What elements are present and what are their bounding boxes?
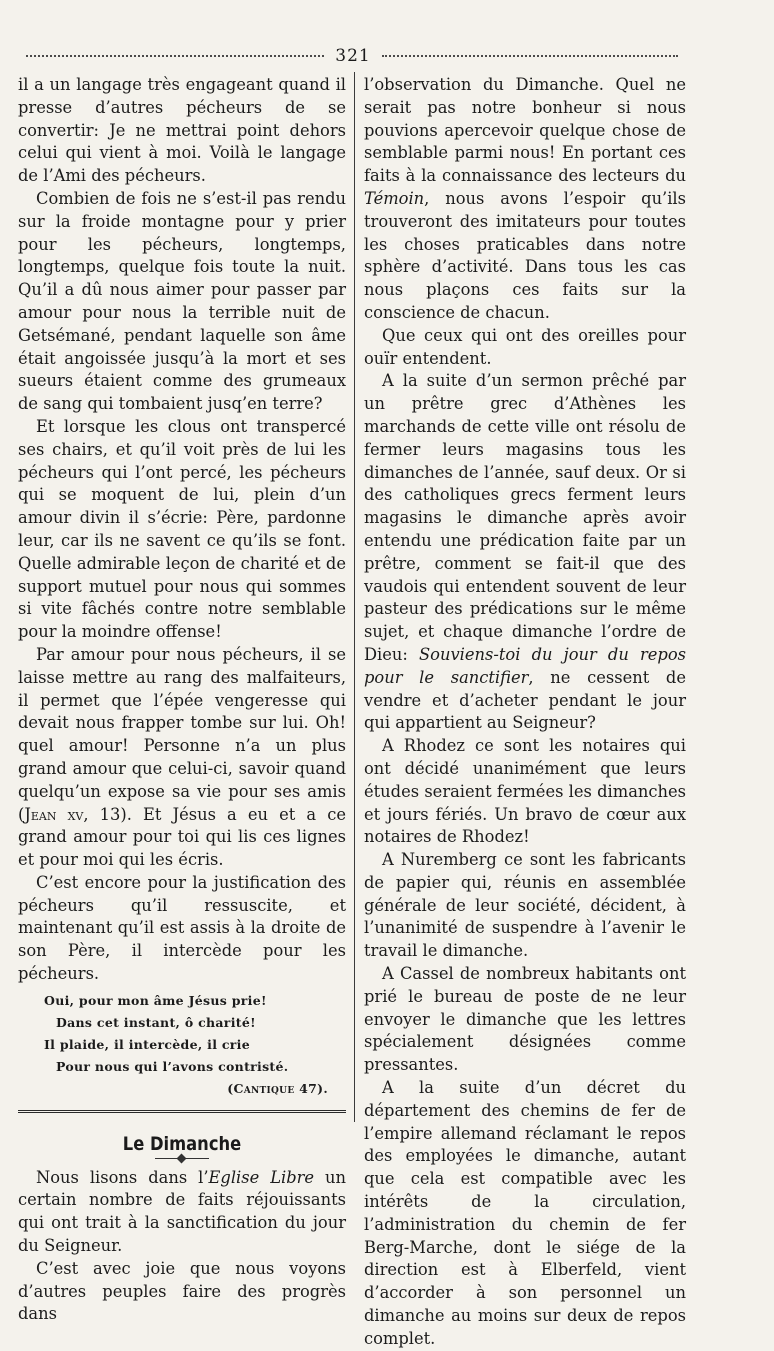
right-column: [364, 74, 686, 1351]
paragraph: [364, 370, 686, 735]
verse-line: Il plaide, il intercède, il crie: [44, 1036, 250, 1052]
page-number: 321: [335, 46, 371, 66]
paragraph: Combien de fois ne s’est-il pas rendu sur la froide montagne pour y prier pour les pécheurs, longtemps, longtemps, quelque fois toute la nuit. Qu’il a dû nous aimer pour passer par amour pour nous la terrible nuit de Getsémané, pendant laquelle son âme était angoissée jusqu’à la mort et ses sueurs étaient comme des grumeaux de sang qui tombaient jusq’en terre?: [18, 188, 346, 414]
paragraph: [18, 644, 346, 872]
paragraph: A la suite d’un décret du département des chemins de fer de l’empire allemand réclamant le repos des employées le dimanche, autant que cela est compatible avec les intérêts de la circulation, l’administration du chemin de fer Berg-Marche, dont le siége de la direction est à Elberfeld, vient d’accorder à son personnel un dimanche au moins sur deux de repos complet.: [364, 1078, 686, 1348]
text-span: Nous lisons dans l’: [36, 1167, 209, 1187]
text-span: , ne cessent de vendre et d’acheter pendant le jour qui appartient au Seigneur?: [364, 667, 686, 733]
paragraph: Et lorsque les clous ont transpercé ses chairs, et qu’il voit près de lui les pécheurs qui l’ont percé, les pécheurs qui se moquent de lui, plein d’un amour divin il s’écrie: Père, pardonne leur, car ils ne savent ce qu’ils se font. Quelle admirable leçon de charité et de support mutuel pour nous qui sommes si vite fâchés contre notre semblable pour la moindre offense!: [18, 416, 346, 642]
section-title: Le Dimanche: [122, 1132, 242, 1155]
paragraph: Que ceux qui ont des oreilles pour ouïr entendent.: [364, 325, 686, 368]
publication-title: Témoin: [364, 188, 425, 208]
left-column: [18, 74, 346, 1326]
text-span: ). Et Jésus a eu et a ce grand amour pour toi qui lis ces lignes et pour moi qui les écris.: [18, 804, 346, 870]
verse-line: Pour nous qui l’avons contristé.: [56, 1058, 289, 1074]
paragraph: [364, 74, 686, 325]
hymn-source: (Cantique 47).: [227, 1080, 328, 1096]
publication-title: Eglise Libre: [208, 1167, 315, 1187]
paragraph: [18, 1167, 346, 1258]
ornament-rule: [155, 1158, 209, 1159]
header-rule-right: [382, 55, 678, 57]
hymn-verse: [44, 990, 346, 1100]
paragraph: C’est encore pour la justification des pécheurs qu’il ressuscite, et maintenant qu’il est assis à la droite de son Père, il intercède pour les pécheurs.: [18, 872, 346, 984]
text-span: A la suite d’un sermon prêché par un prêtre grec d’Athènes les marchands de cette ville ont résolu de fermer leurs magasins tous les dimanches de l’année, sauf deux. Or si des catholiques grecs ferment leurs magasins le dimanche après avoir entendu une prédication faite par un prêtre, comment se fait-il que des vaudois qui entendent souvent de leur pasteur des prédications sur le même sujet, et chaque dimanche l’ordre de Dieu:: [364, 371, 686, 664]
scripture-reference: Jean xv, 13: [24, 804, 121, 824]
header-rule-left: [26, 55, 324, 57]
verse-line: Oui, pour mon âme Jésus prie!: [44, 992, 267, 1008]
text-span: Par amour pour nous pécheurs, il se laisse mettre au rang des malfaiteurs, il permet que l’épée vengeresse qui devait nous frapper tombe sur lui. Oh! quel amour! Personne n’a un plus grand amour que celui-ci, savoir quand quelqu’un expose sa vie pour ses amis (: [18, 644, 346, 824]
paragraph: A Rhodez ce sont les notaires qui ont décidé unanimément que leurs études seraient fermées les dimanches et jours fériés. Un bravo de cœur aux notaires de Rhodez!: [364, 736, 686, 847]
section-divider: [18, 1110, 346, 1113]
text-span: , nous avons l’espoir qu’ils trouveront des imitateurs pour toutes les choses praticables dans notre sphère d’activité. Dans tous les cas nous plaçons ces faits sur la conscience de chacun.: [364, 188, 686, 322]
page-header: [26, 46, 678, 68]
verse-line: Dans cet instant, ô charité!: [56, 1014, 256, 1030]
column-divider: [354, 72, 355, 1122]
paragraph: C’est avec joie que nous voyons d’autres peuples faire des progrès dans: [18, 1258, 346, 1324]
paragraph: A Nuremberg ce sont les fabricants de papier qui, réunis en assemblée générale de leur société, décident, à l’unanimité de suspendre à l’avenir le travail le dimanche.: [364, 850, 686, 961]
scripture-quote: Souviens-toi du jour du repos pour le sanctifier: [364, 644, 686, 687]
paragraph: il a un langage très engageant quand il presse d’autres pécheurs de se convertir: Je ne mettrai point dehors celui qui vient à moi. Voilà le langage de l’Ami des pécheurs.: [18, 75, 346, 186]
paragraph: A Cassel de nombreux habitants ont prié le bureau de poste de ne leur envoyer le dimanche que les lettres spécialement désignées comme pressantes.: [364, 964, 686, 1075]
text-span: l’observation du Dimanche. Quel ne serait pas notre bonheur si nous pouvions apercevoir quelque chose de semblable parmi nous! En portant ces faits à la connaissance des lecteurs du: [364, 75, 686, 186]
text-span: un certain nombre de faits réjouissants qui ont trait à la sanctification du jour du Seigneur.: [18, 1167, 346, 1256]
